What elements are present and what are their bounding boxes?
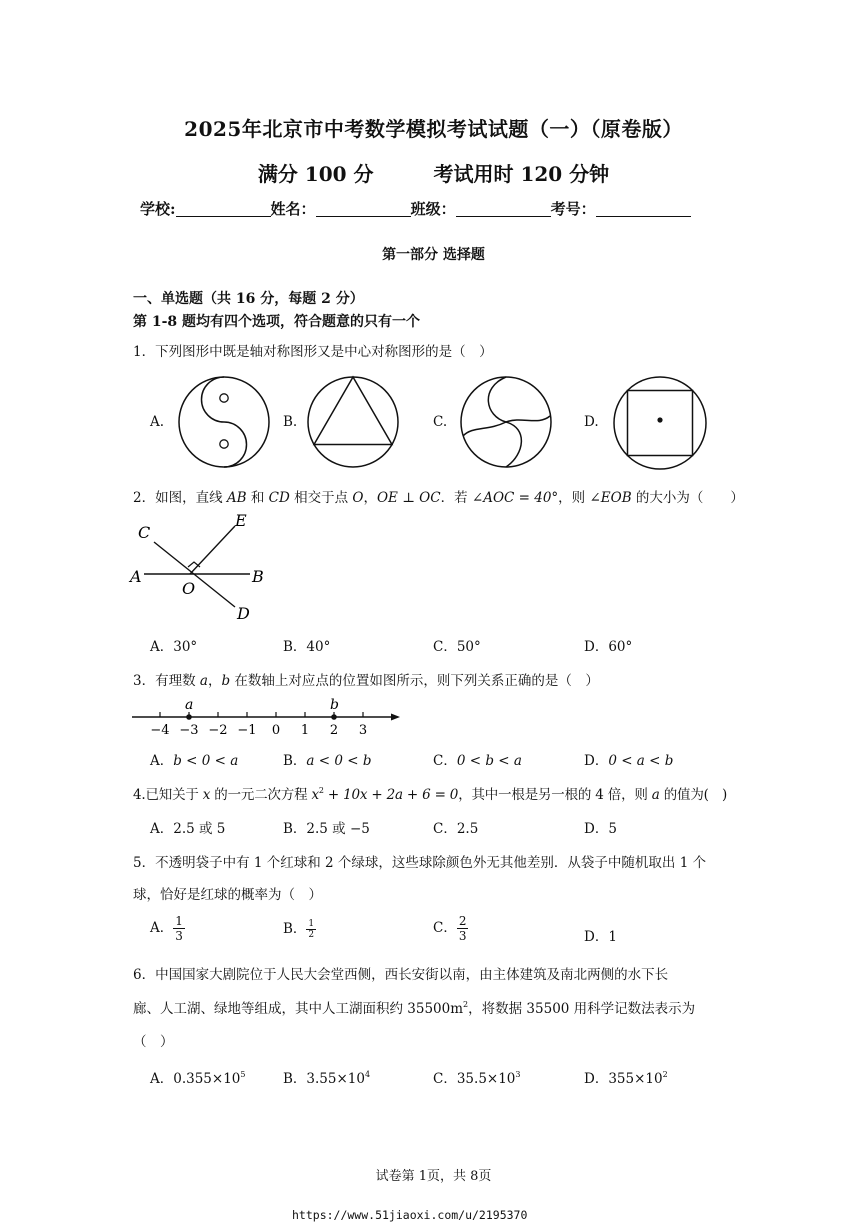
q5-option-d[interactable]: D．1 [584, 929, 617, 945]
tick-label: 2 [329, 723, 339, 738]
question-3-stem: 3．有理数 a，b 在数轴上对应点的位置如图所示，则下列关系正确的是（ ） [133, 673, 599, 689]
q1-option-d[interactable]: D. [584, 414, 599, 430]
label-b: B [252, 567, 264, 586]
yin-yang-figure [178, 376, 270, 468]
tick-label: −2 [208, 723, 228, 738]
page-footer: 试卷第 1页，共 8页 [375, 1169, 492, 1184]
tick-label: 0 [271, 723, 281, 738]
point-a-marker [186, 714, 192, 720]
q3-option-a[interactable]: A．b < 0 < a [150, 753, 239, 769]
q5-option-b[interactable]: B． $\frac{1}{2}$ [283, 919, 315, 940]
square-in-circle-figure [613, 376, 707, 470]
question-6-stem-line3: （ ） [133, 1034, 174, 1050]
tick-label: −3 [179, 723, 199, 738]
class-blank[interactable] [456, 200, 551, 217]
q4-option-d[interactable]: D．5 [584, 821, 617, 837]
q1-option-c[interactable]: C. [433, 414, 448, 430]
number-label: 考号： [550, 200, 596, 218]
q4-option-a[interactable]: A．2.5 或 5 [150, 821, 226, 837]
name-blank[interactable] [316, 200, 411, 217]
q5-option-c[interactable]: C． $\frac{2}{3}$ [433, 914, 467, 943]
q6-option-a[interactable]: A．$0.355\times 10^5$ [150, 1070, 246, 1087]
tick-label: 3 [358, 723, 368, 738]
label-c: C [138, 523, 151, 542]
question-6-stem-line1: 6．中国国家大剧院位于人民大会堂西侧，西长安街以南，由主体建筑及南北两侧的水下长 [133, 967, 669, 983]
q1-option-b[interactable]: B. [283, 414, 298, 430]
full-score: 满分 100 分 [257, 162, 374, 186]
school-label: 学校: [140, 200, 176, 218]
exam-duration: 考试用时 120 分钟 [433, 162, 610, 186]
class-label: 班级： [410, 200, 456, 218]
question-6-stem-line2: 廊、人工湖、绿地等组成，其中人工湖面积约 $35500m^2$，将数据 35500 用科学记数法表示为 [133, 1000, 696, 1017]
q1-option-a[interactable]: A. [150, 414, 165, 430]
q4-option-b[interactable]: B．2.5 或 −5 [283, 821, 370, 837]
label-d: D [237, 604, 250, 623]
number-blank[interactable] [596, 200, 691, 217]
name-label: 姓名： [270, 200, 316, 218]
q2-option-c[interactable]: C．50° [433, 639, 481, 655]
label-o: O [182, 579, 196, 598]
q6-option-c[interactable]: C．$35.5\times 10^3$ [433, 1070, 521, 1087]
tick-label: −1 [237, 723, 257, 738]
student-info-line [140, 198, 691, 219]
q2-option-b[interactable]: B．40° [283, 639, 331, 655]
triangle-in-circle-figure [307, 376, 399, 468]
q3-option-b[interactable]: B．a < 0 < b [283, 753, 372, 769]
point-b-label: b [330, 697, 339, 713]
q3-option-d[interactable]: D．0 < a < b [584, 753, 674, 769]
school-blank[interactable] [176, 200, 271, 217]
exam-title: 2025年北京市中考数学模拟考试试题（一）（原卷版） [184, 117, 683, 141]
q6-option-d[interactable]: D．$355\times 10^2$ [584, 1070, 668, 1087]
section-heading: 一、单选题（共 16 分，每题 2 分） [133, 291, 364, 307]
question-5-stem-line1: 5．不透明袋子中有 1 个红球和 2 个绿球，这些球除颜色外无其他差别．从袋子中随机取出 1 个 [133, 855, 707, 871]
question-2-stem: 2．如图，直线 AB 和 CD 相交于点 O，OE ⊥ OC．若 ∠AOC = 40°，则 ∠EOB 的大小为（ ） [133, 490, 744, 506]
intersecting-lines-figure [130, 512, 280, 624]
q5-option-a[interactable]: A． $\frac{1}{3}$ [150, 914, 183, 943]
section-note: 第 1-8 题均有四个选项，符合题意的只有一个 [133, 314, 421, 330]
question-4-stem: 4.已知关于 x 的一元二次方程 $x^2 + 10x + 2a + 6 = 0$，其中一根是另一根的 4 倍，则 a 的值为( ) [133, 786, 728, 803]
q2-option-d[interactable]: D．60° [584, 639, 633, 655]
question-5-stem-line2: 球，恰好是红球的概率为（ ） [133, 887, 322, 903]
q3-option-c[interactable]: C．0 < b < a [433, 753, 522, 769]
q6-option-b[interactable]: B．$3.55\times 10^4$ [283, 1070, 371, 1087]
point-a-label: a [185, 697, 194, 713]
source-watermark: https://www.51jiaoxi.com/u/2195370 [292, 1208, 528, 1222]
question-1-stem: 1．下列图形中既是轴对称图形又是中心对称图形的是（ ） [133, 344, 493, 360]
tick-label: −4 [150, 723, 170, 738]
part-heading: 第一部分 选择题 [382, 247, 485, 263]
swirl-figure [460, 376, 552, 468]
number-line-figure [130, 694, 410, 742]
q4-option-c[interactable]: C．2.5 [433, 821, 479, 837]
tick-label: 1 [300, 723, 310, 738]
label-e: E [235, 511, 247, 530]
label-a: A [130, 567, 142, 586]
q2-option-a[interactable]: A．30° [150, 639, 198, 655]
exam-subtitle [0, 158, 867, 187]
point-b-marker [331, 714, 337, 720]
